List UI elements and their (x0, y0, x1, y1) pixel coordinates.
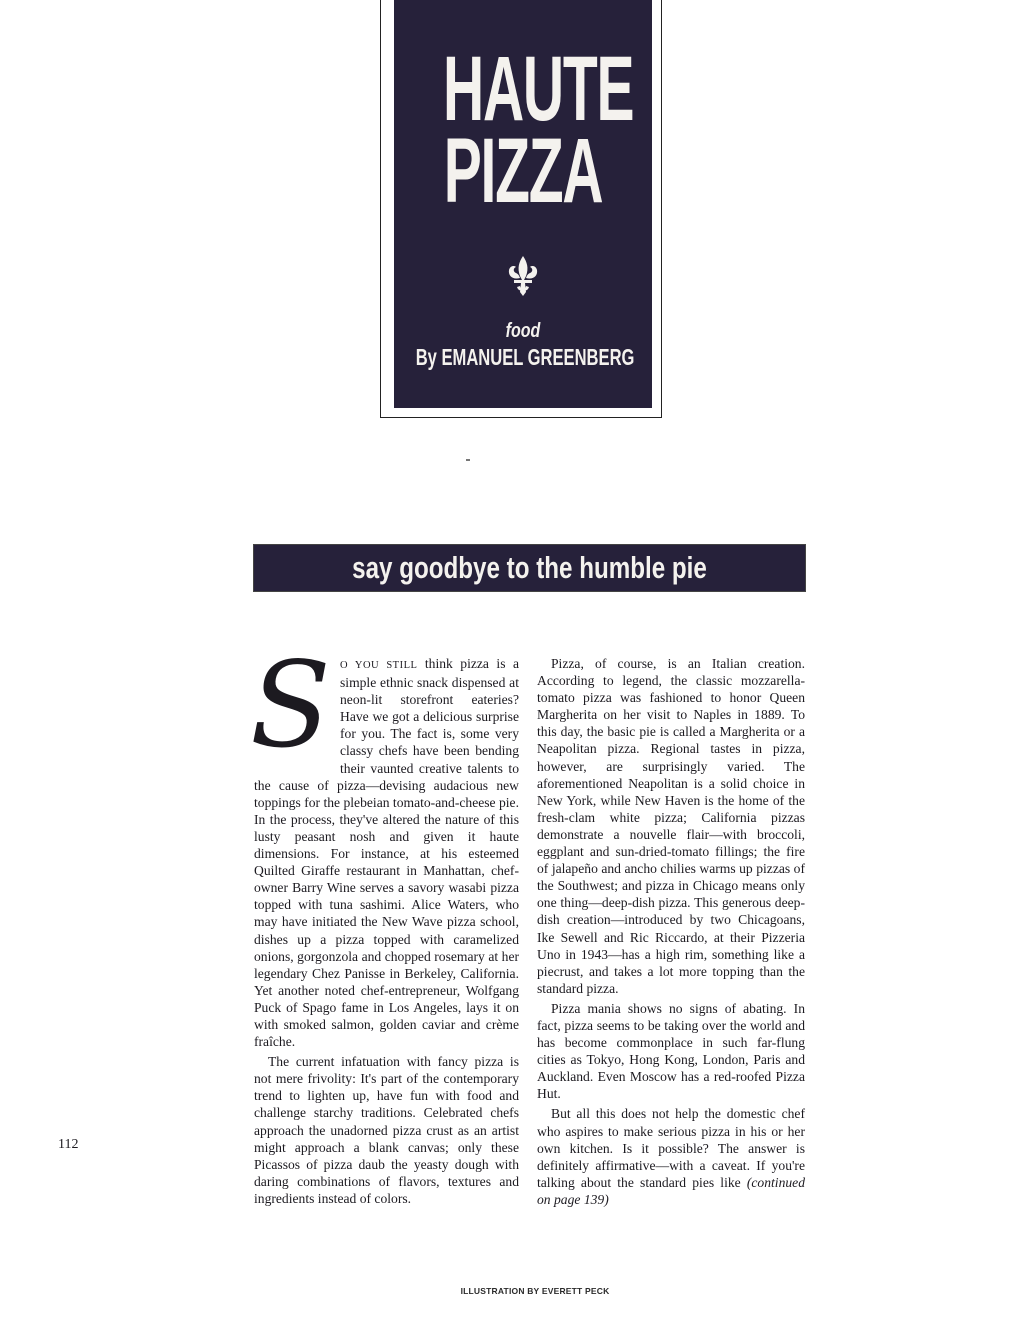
title-line-1: HAUTE (443, 38, 634, 140)
lead-in-smallcaps: O YOU STILL (340, 660, 418, 671)
article-column-2 (537, 655, 805, 1208)
fleur-de-lis-icon (394, 254, 652, 306)
paragraph: The current infatuation with fancy pizza is not mere frivolity: It's part of the contemporary trend to lighten up, have fun with food and challenge starchy traditions. Celebrated chefs approach the unadorned pizza crust as an artist might approach a blank canvas; only these Picassos of pizza daub the yeasty dough with daring combinations of flavors, textures and ingredients instead of colors. (254, 1054, 519, 1206)
fleur-de-lis-icon-svg (503, 254, 543, 298)
illustration-credit: ILLUSTRATION BY EVERETT PECK (460, 1286, 610, 1296)
page-number: 112 (58, 1137, 79, 1152)
decorative-mark (466, 459, 470, 461)
subtitle: say goodbye to the humble pie (352, 550, 707, 585)
drop-cap: S (250, 636, 331, 774)
paragraph: Pizza mania shows no signs of abating. In fact, pizza seems to be taking over the world and has become commonplace in such far-flung cities as Tokyo, Hong Kong, London, Paris and Auckland. Even Moscow has a red-roofed Pizza Hut. (537, 1000, 805, 1102)
byline: By EMANUEL GREENBERG (415, 344, 635, 370)
paragraph-text: think pizza is a simple ethnic snack dispensed at neon-lit storefront eateries? Have we got a delicious surprise for you. The fact is, some very classy chefs have been bending their vaunted creative talents to the cause of pizza—devising audacious new toppings for the plebeian tomato-and-cheese pie. In the process, they've altered the nature of this lusty peasant nosh and given it haute dimensions. For instance, at his esteemed Quilted Giraffe restaurant in Manhattan, chef-owner Barry Wine serves a savory wasabi pizza topped with tuna sashimi. Alice Waters, who may have initiated the New Wave pizza school, dishes up a pizza topped with caramelized onions, gorgonzola and chopped rosemary at her legendary Chez Panisse in Berkeley, California. Yet another noted chef-entrepreneur, Wolfgang Puck of Spago fame in Los Angeles, lays it on with smoked salmon, golden caviar and crème fraîche. (254, 656, 519, 1050)
continued-note: (continued on page 139) (537, 1174, 805, 1207)
paragraph (537, 1105, 805, 1208)
paragraph-text: But all this does not help the domestic chef who aspires to make serious pizza in his or her own kitchen. Is it possible? The answer is definitely affirmative—with a caveat. If you're talking about the standard pies like (537, 1106, 805, 1190)
article-column-1 (250, 636, 519, 1207)
title-line-2: PIZZA (443, 120, 603, 222)
subtitle-banner (254, 545, 805, 591)
paragraph (250, 636, 519, 1050)
title-block (394, 0, 652, 408)
paragraph: Pizza, of course, is an Italian creation. According to legend, the classic mozzarella-tomato pizza was fashioned to honor Queen Margherita on her visit to Naples in 1889. To this day, the basic pie is called a Margherita or a Neapolitan pizza. Regional tastes in pizza, however, are surprisingly varied. The aforementioned Neapolitan is a solid choice in New York, while New Haven is the home of the fresh-clam white pizza; California pizzas demonstrate a nouvelle flair—with broccoli, eggplant and sun-dried-tomato fillings; the fire of jalapeño and ancho chilies warms up pizzas of the Southwest; and pizza in Chicago means only one thing—deep-dish pizza. This generous deep-dish creation—introduced by two Chicagoans, Ike Sewell and Ric Riccardo, at their Pizzeria Uno in 1943—has a high rim, something like a piecrust, and takes a lot more topping than the standard pizza. (537, 656, 805, 996)
category-label: food (505, 320, 541, 342)
